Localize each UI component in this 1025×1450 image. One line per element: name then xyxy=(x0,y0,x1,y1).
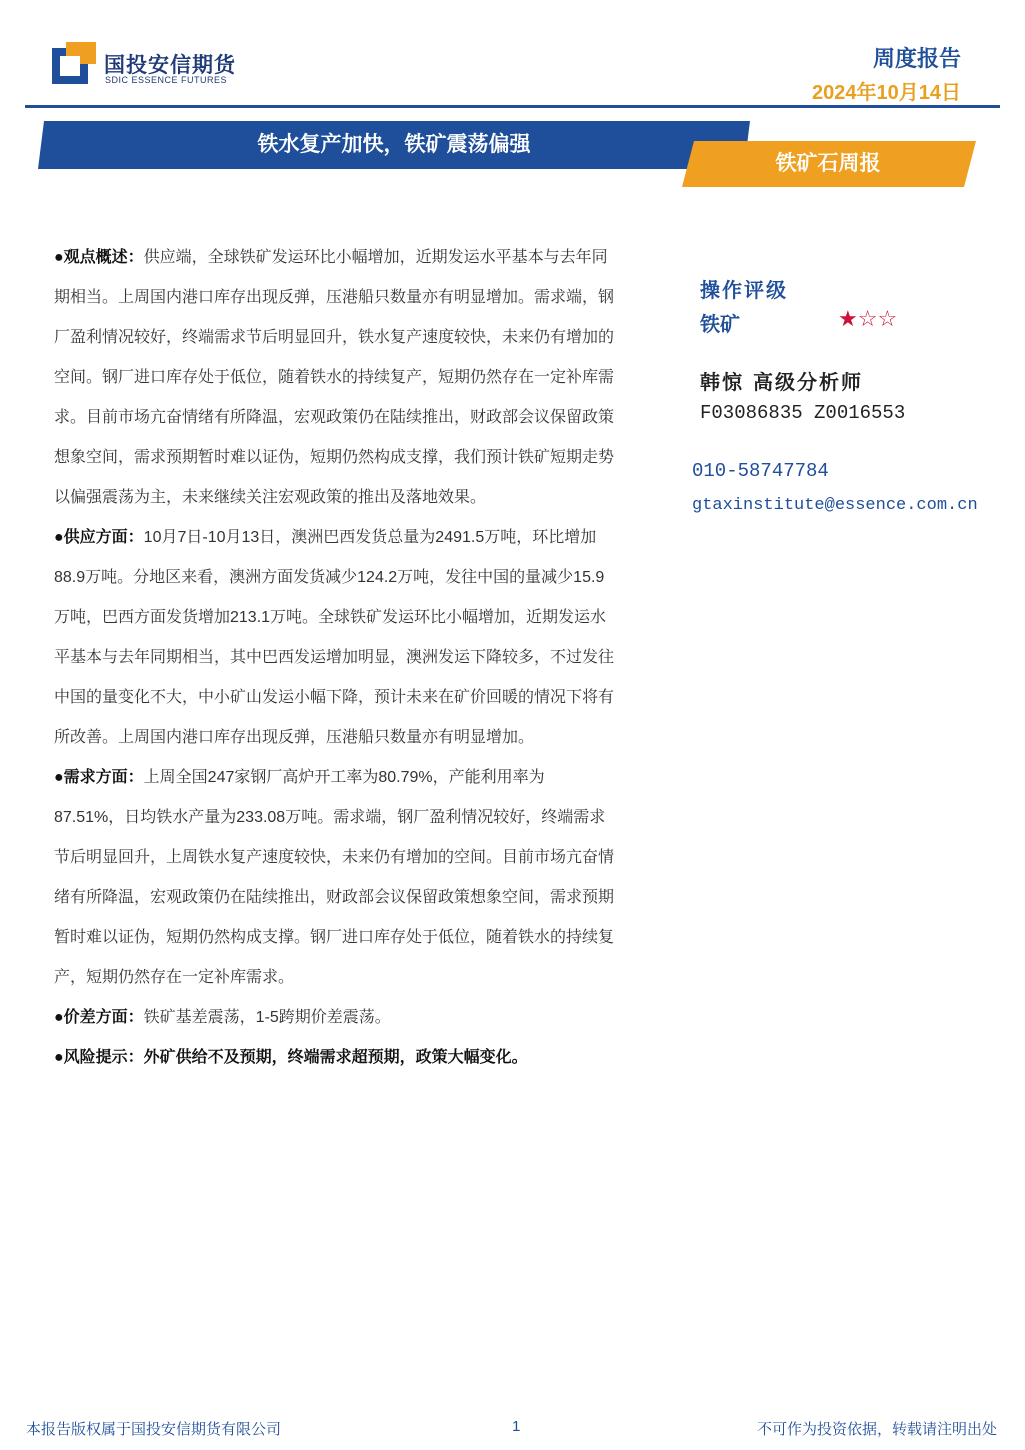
report-body xyxy=(54,238,614,1078)
supply-label: ●供应方面： xyxy=(54,529,144,546)
rating-heading: 操作评级 xyxy=(700,278,788,302)
risk-paragraph xyxy=(54,1038,614,1078)
footer-disclaimer: 不可作为投资依据，转载请注明出处 xyxy=(756,1421,997,1438)
footer-copyright: 本报告版权属于国投安信期货有限公司 xyxy=(26,1421,282,1438)
company-logo xyxy=(52,42,242,92)
analyst-license: F03086835 Z0016553 xyxy=(700,402,906,424)
header-divider xyxy=(25,105,1000,108)
spread-text: 铁矿基差震荡，1-5跨期价差震荡。 xyxy=(143,1009,391,1026)
report-type: 周度报告 xyxy=(872,46,961,71)
spread-label: ●价差方面： xyxy=(54,1009,144,1026)
risk-text: 外矿供给不及预期，终端需求超预期，政策大幅变化。 xyxy=(143,1049,528,1066)
rating-stars-icon: ★☆☆ xyxy=(838,306,898,331)
demand-paragraph xyxy=(54,758,614,998)
overview-text: 供应端，全球铁矿发运环比小幅增加，近期发运水平基本与去年同期相当。上周国内港口库存出现反弹，压港船只数量亦有明显增加。需求端，钢厂盈利情况较好，终端需求节后明显回升，铁水复产速度较快，未来仍有增加的空间。钢厂进口库存处于低位，随着铁水的持续复产，短期仍然存在一定补库需求。目前市场亢奋情绪有所降温，宏观政策仍在陆续推出，财政部会议保留政策想象空间，需求预期暂时难以证伪，短期仍然构成支撑，我们预计铁矿短期走势以偏强震荡为主，未来继续关注宏观政策的推出及落地效果。 xyxy=(54,249,615,506)
page-number: 1 xyxy=(512,1418,521,1435)
analyst-name: 韩惊 高级分析师 xyxy=(700,370,863,394)
spread-paragraph xyxy=(54,998,614,1038)
rating-item: 铁矿 xyxy=(700,312,740,336)
overview-label: ●观点概述： xyxy=(54,249,144,266)
contact-phone: 010-58747784 xyxy=(692,460,829,482)
logo-text-cn: 国投安信期货 xyxy=(104,54,236,77)
report-title: 铁水复产加快，铁矿震荡偏强 xyxy=(257,133,531,156)
demand-label: ●需求方面： xyxy=(54,769,144,786)
logo-mark-icon xyxy=(52,42,96,84)
report-date: 2024年10月14日 xyxy=(812,82,961,104)
risk-label: ●风险提示： xyxy=(54,1049,144,1066)
contact-email[interactable]: gtaxinstitute@essence.com.cn xyxy=(692,496,978,515)
supply-paragraph xyxy=(54,518,614,758)
overview-paragraph xyxy=(54,238,614,518)
supply-text: 10月7日-10月13日，澳洲巴西发货总量为2491.5万吨，环比增加88.9万吨。分地区来看，澳洲方面发货减少124.2万吨，发往中国的量减少15.9万吨，巴西方面发货增加213.1万吨。全球铁矿发运环比小幅增加，近期发运水平基本与去年同期相当，其中巴西发运增加明显，澳洲发运下降较多，不过发往中国的量变化不大，中小矿山发运小幅下降，预计未来在矿价回暖的情况下将有所改善。上周国内港口库存出现反弹，压港船只数量亦有明显增加。 xyxy=(54,529,615,746)
logo-text-en: SDIC ESSENCE FUTURES xyxy=(105,75,228,85)
demand-text: 上周全国247家钢厂高炉开工率为80.79%，产能利用率为87.51%，日均铁水产量为233.08万吨。需求端，钢厂盈利情况较好，终端需求节后明显回升，上周铁水复产速度较快，未来仍有增加的空间。目前市场亢奋情绪有所降温，宏观政策仍在陆续推出，财政部会议保留政策想象空间，需求预期暂时难以证伪，短期仍然构成支撑。钢厂进口库存处于低位，随着铁水的持续复产，短期仍然存在一定补库需求。 xyxy=(54,769,615,986)
report-category: 铁矿石周报 xyxy=(775,152,881,175)
